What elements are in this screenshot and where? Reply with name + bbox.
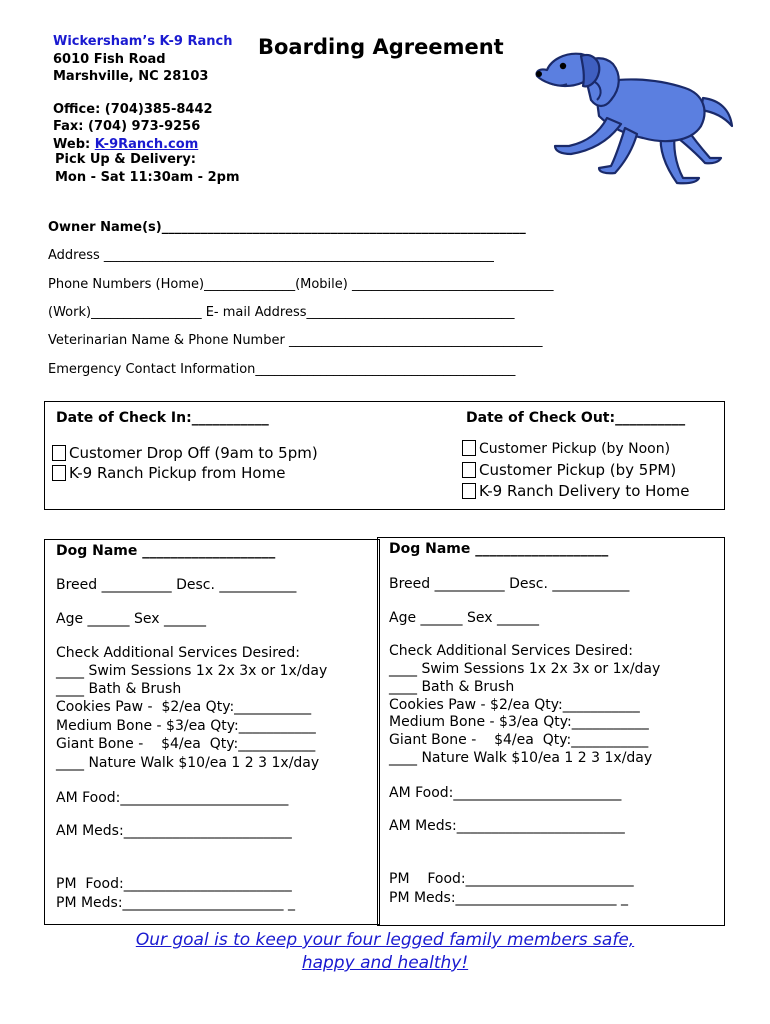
emergency-contact-field[interactable]: Emergency Contact Information________________________________________	[48, 362, 516, 377]
work-email-field[interactable]: (Work)_________________ E- mail Address________________________________	[48, 305, 515, 320]
am-meds-field[interactable]: AM Meds:________________________	[389, 818, 625, 834]
web-label: Web:	[53, 137, 95, 152]
option-ranch-pickup[interactable]	[52, 464, 285, 482]
option-pickup-noon[interactable]	[462, 440, 670, 457]
age-sex-field[interactable]: Age ______ Sex ______	[389, 610, 539, 626]
dog-name-field[interactable]: Dog Name ___________________	[389, 541, 609, 557]
swim-service[interactable]: ____ Swim Sessions 1x 2x 3x or 1x/day	[389, 661, 661, 677]
fax-number: Fax: (704) 973-9256	[53, 119, 201, 134]
nature-walk-service[interactable]: ____ Nature Walk $10/ea 1 2 3 1x/day	[56, 755, 320, 771]
address-line-2: Marshville, NC 28103	[53, 69, 209, 84]
pickup-title: Pick Up & Delivery:	[55, 152, 197, 167]
vet-field[interactable]: Veterinarian Name & Phone Number _______________________________________	[48, 333, 543, 348]
medium-bone-service[interactable]: Medium Bone - $3/ea Qty:___________	[389, 714, 649, 730]
checkbox[interactable]	[462, 483, 476, 499]
services-title: Check Additional Services Desired:	[56, 645, 300, 661]
bath-service[interactable]: ____ Bath & Brush	[56, 681, 182, 697]
option-label: Customer Drop Off (9am to 5pm)	[69, 444, 318, 462]
services-title: Check Additional Services Desired:	[389, 643, 633, 659]
breed-field[interactable]: Breed __________ Desc. ___________	[56, 577, 297, 593]
pickup-hours: Mon - Sat 11:30am - 2pm	[55, 170, 240, 185]
checkbox[interactable]	[462, 462, 476, 478]
check-out-field[interactable]: Date of Check Out:__________	[466, 410, 686, 426]
owner-name-field[interactable]: Owner Name(s)________________________________________________________	[48, 220, 526, 235]
option-delivery[interactable]	[462, 482, 689, 500]
am-food-field[interactable]: AM Food:________________________	[389, 785, 622, 801]
option-label: Customer Pickup (by Noon)	[479, 441, 671, 457]
am-food-field[interactable]: AM Food:________________________	[56, 790, 289, 806]
giant-bone-service[interactable]: Giant Bone - $4/ea Qty:___________	[56, 736, 316, 752]
swim-service[interactable]: ____ Swim Sessions 1x 2x 3x or 1x/day	[56, 663, 328, 679]
footer-line-1: Our goal is to keep your four legged family members safe,	[135, 930, 635, 950]
medium-bone-service[interactable]: Medium Bone - $3/ea Qty:___________	[56, 718, 316, 734]
bath-service[interactable]: ____ Bath & Brush	[389, 679, 515, 695]
breed-field[interactable]: Breed __________ Desc. ___________	[389, 576, 630, 592]
footer-line-2: happy and healthy!	[301, 953, 469, 973]
checkbox[interactable]	[52, 465, 66, 481]
web-link[interactable]: K-9Ranch.com	[94, 137, 199, 152]
dog-name-field[interactable]: Dog Name ___________________	[56, 543, 276, 559]
cookies-service[interactable]: Cookies Paw - $2/ea Qty:___________	[56, 699, 312, 715]
check-in-field[interactable]: Date of Check In:___________	[56, 410, 269, 426]
pm-food-field[interactable]: PM Food:________________________	[389, 871, 634, 887]
pm-meds-field[interactable]: PM Meds:_______________________ _	[56, 895, 296, 911]
option-label: K-9 Ranch Delivery to Home	[479, 482, 690, 500]
office-phone: Office: (704)385-8442	[53, 102, 213, 117]
pm-food-field[interactable]: PM Food:________________________	[56, 876, 292, 892]
address-field[interactable]: Address ____________________________________________________________	[48, 248, 494, 263]
nature-walk-service[interactable]: ____ Nature Walk $10/ea 1 2 3 1x/day	[389, 750, 653, 766]
option-drop-off[interactable]	[52, 444, 318, 462]
checkbox[interactable]	[52, 445, 66, 461]
option-label: Customer Pickup (by 5PM)	[479, 461, 677, 479]
running-dog-icon	[525, 38, 740, 188]
am-meds-field[interactable]: AM Meds:________________________	[56, 823, 292, 839]
address-line-1: 6010 Fish Road	[53, 52, 166, 67]
page-title: Boarding Agreement	[258, 35, 504, 59]
checkbox[interactable]	[462, 440, 476, 456]
cookies-service[interactable]: Cookies Paw - $2/ea Qty:___________	[389, 697, 640, 713]
option-pickup-5pm[interactable]	[462, 461, 676, 479]
age-sex-field[interactable]: Age ______ Sex ______	[56, 611, 206, 627]
giant-bone-service[interactable]: Giant Bone - $4/ea Qty:___________	[389, 732, 649, 748]
pm-meds-field[interactable]: PM Meds:_______________________ _	[389, 890, 629, 906]
business-name: Wickersham’s K-9 Ranch	[53, 34, 233, 49]
option-label: K-9 Ranch Pickup from Home	[69, 464, 286, 482]
phone-field[interactable]: Phone Numbers (Home)______________(Mobile) _______________________________	[48, 277, 554, 292]
